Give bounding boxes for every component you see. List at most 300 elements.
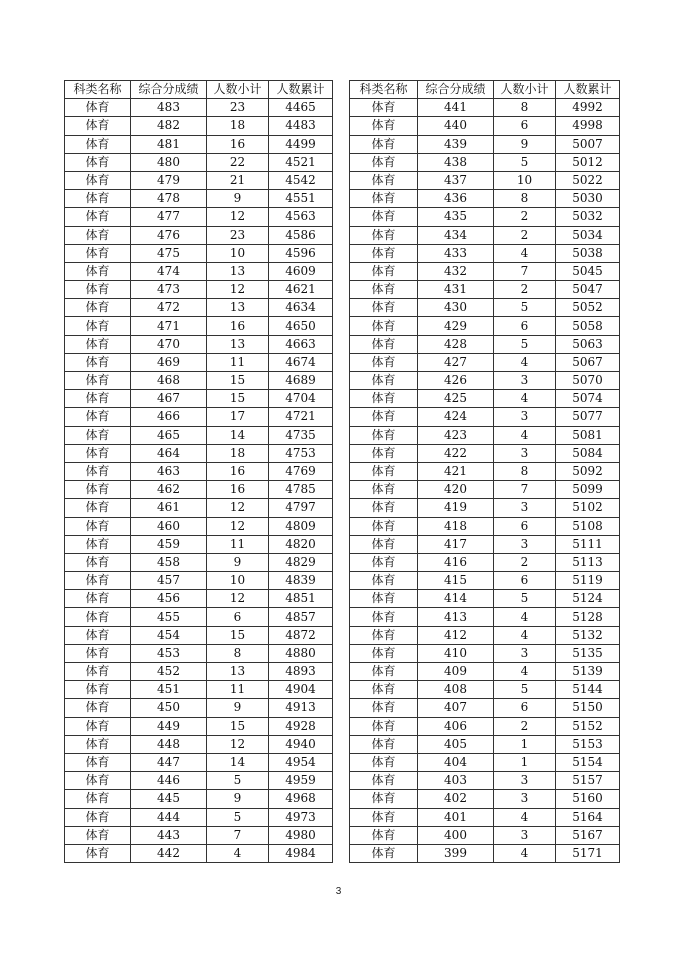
cell-cumulative: 4984 <box>269 844 333 862</box>
cell-category: 体育 <box>65 444 131 462</box>
cell-cumulative: 5171 <box>556 844 620 862</box>
cell-count: 9 <box>207 790 269 808</box>
cell-category: 体育 <box>65 626 131 644</box>
cell-score: 483 <box>131 99 207 117</box>
table-row <box>350 590 620 608</box>
cell-count: 8 <box>207 644 269 662</box>
cell-count: 5 <box>494 681 556 699</box>
cell-score: 475 <box>131 244 207 262</box>
cell-category: 体育 <box>65 663 131 681</box>
table-row <box>65 244 333 262</box>
cell-category: 体育 <box>350 572 418 590</box>
cell-count: 13 <box>207 299 269 317</box>
cell-category: 体育 <box>350 826 418 844</box>
table-row <box>65 117 333 135</box>
cell-score: 458 <box>131 553 207 571</box>
table-row <box>350 608 620 626</box>
cell-count: 12 <box>207 517 269 535</box>
table-row <box>350 208 620 226</box>
cell-score: 414 <box>418 590 494 608</box>
cell-category: 体育 <box>350 517 418 535</box>
cell-score: 447 <box>131 753 207 771</box>
cell-score: 449 <box>131 717 207 735</box>
cell-category: 体育 <box>350 553 418 571</box>
score-table-left <box>64 80 333 863</box>
cell-cumulative: 4820 <box>269 535 333 553</box>
table-row <box>65 626 333 644</box>
cell-count: 6 <box>494 317 556 335</box>
cell-category: 体育 <box>350 117 418 135</box>
cell-cumulative: 5081 <box>556 426 620 444</box>
cell-cumulative: 4551 <box>269 190 333 208</box>
cell-category: 体育 <box>65 499 131 517</box>
cell-score: 435 <box>418 208 494 226</box>
cell-category: 体育 <box>65 353 131 371</box>
cell-cumulative: 4609 <box>269 262 333 280</box>
table-row <box>350 535 620 553</box>
table-row <box>65 517 333 535</box>
cell-category: 体育 <box>350 535 418 553</box>
cell-cumulative: 4992 <box>556 99 620 117</box>
cell-count: 5 <box>207 808 269 826</box>
header-count: 人数小计 <box>207 81 269 99</box>
cell-count: 8 <box>494 190 556 208</box>
table-row <box>65 135 333 153</box>
cell-category: 体育 <box>350 772 418 790</box>
cell-score: 480 <box>131 153 207 171</box>
table-row <box>65 226 333 244</box>
cell-cumulative: 5139 <box>556 663 620 681</box>
cell-score: 440 <box>418 117 494 135</box>
cell-cumulative: 4596 <box>269 244 333 262</box>
cell-cumulative: 5124 <box>556 590 620 608</box>
header-count: 人数小计 <box>494 81 556 99</box>
cell-category: 体育 <box>350 644 418 662</box>
cell-cumulative: 4634 <box>269 299 333 317</box>
cell-count: 7 <box>207 826 269 844</box>
table-row <box>350 190 620 208</box>
cell-cumulative: 4880 <box>269 644 333 662</box>
cell-score: 404 <box>418 753 494 771</box>
table-row <box>65 335 333 353</box>
cell-category: 体育 <box>350 153 418 171</box>
cell-category: 体育 <box>65 335 131 353</box>
cell-score: 438 <box>418 153 494 171</box>
cell-score: 412 <box>418 626 494 644</box>
cell-count: 23 <box>207 226 269 244</box>
cell-cumulative: 4809 <box>269 517 333 535</box>
cell-count: 5 <box>207 772 269 790</box>
cell-count: 16 <box>207 462 269 480</box>
cell-category: 体育 <box>350 790 418 808</box>
cell-count: 15 <box>207 717 269 735</box>
cell-score: 481 <box>131 135 207 153</box>
table-row <box>350 317 620 335</box>
cell-count: 3 <box>494 790 556 808</box>
table-row <box>350 135 620 153</box>
cell-score: 405 <box>418 735 494 753</box>
cell-score: 468 <box>131 372 207 390</box>
cell-score: 406 <box>418 717 494 735</box>
cell-category: 体育 <box>65 244 131 262</box>
cell-category: 体育 <box>350 99 418 117</box>
cell-category: 体育 <box>65 553 131 571</box>
table-row <box>350 444 620 462</box>
table-row <box>65 772 333 790</box>
table-row <box>350 244 620 262</box>
cell-cumulative: 5111 <box>556 535 620 553</box>
cell-score: 470 <box>131 335 207 353</box>
cell-cumulative: 5058 <box>556 317 620 335</box>
cell-count: 13 <box>207 262 269 280</box>
table-row <box>350 717 620 735</box>
cell-count: 4 <box>494 663 556 681</box>
cell-category: 体育 <box>65 317 131 335</box>
cell-category: 体育 <box>65 135 131 153</box>
cell-count: 6 <box>494 517 556 535</box>
cell-category: 体育 <box>65 753 131 771</box>
table-row <box>65 390 333 408</box>
table-row <box>65 153 333 171</box>
table-row <box>65 171 333 189</box>
cell-cumulative: 5045 <box>556 262 620 280</box>
table-row <box>350 699 620 717</box>
cell-cumulative: 5135 <box>556 644 620 662</box>
cell-cumulative: 4940 <box>269 735 333 753</box>
cell-category: 体育 <box>350 190 418 208</box>
table-row <box>65 190 333 208</box>
cell-category: 体育 <box>350 299 418 317</box>
table-row <box>65 372 333 390</box>
cell-score: 462 <box>131 481 207 499</box>
table-row <box>350 572 620 590</box>
table-row <box>65 208 333 226</box>
cell-cumulative: 4621 <box>269 281 333 299</box>
cell-category: 体育 <box>350 226 418 244</box>
cell-score: 442 <box>131 844 207 862</box>
header-category: 科类名称 <box>350 81 418 99</box>
cell-count: 9 <box>207 553 269 571</box>
cell-count: 18 <box>207 444 269 462</box>
cell-category: 体育 <box>350 281 418 299</box>
cell-count: 5 <box>494 590 556 608</box>
cell-cumulative: 5022 <box>556 171 620 189</box>
cell-category: 体育 <box>350 699 418 717</box>
table-row <box>350 426 620 444</box>
cell-category: 体育 <box>65 262 131 280</box>
cell-count: 21 <box>207 171 269 189</box>
cell-count: 16 <box>207 317 269 335</box>
cell-cumulative: 5108 <box>556 517 620 535</box>
cell-score: 431 <box>418 281 494 299</box>
cell-category: 体育 <box>65 735 131 753</box>
table-row <box>65 572 333 590</box>
cell-count: 4 <box>494 608 556 626</box>
cell-cumulative: 5119 <box>556 572 620 590</box>
table-row <box>65 408 333 426</box>
cell-cumulative: 4663 <box>269 335 333 353</box>
table-row <box>350 153 620 171</box>
cell-cumulative: 5153 <box>556 735 620 753</box>
cell-score: 476 <box>131 226 207 244</box>
table-row <box>350 335 620 353</box>
cell-cumulative: 5052 <box>556 299 620 317</box>
cell-count: 18 <box>207 117 269 135</box>
cell-category: 体育 <box>65 826 131 844</box>
cell-category: 体育 <box>65 462 131 480</box>
cell-score: 439 <box>418 135 494 153</box>
cell-score: 466 <box>131 408 207 426</box>
cell-cumulative: 4904 <box>269 681 333 699</box>
cell-count: 6 <box>494 699 556 717</box>
cell-cumulative: 4753 <box>269 444 333 462</box>
cell-category: 体育 <box>65 808 131 826</box>
cell-score: 477 <box>131 208 207 226</box>
cell-count: 1 <box>494 735 556 753</box>
cell-score: 430 <box>418 299 494 317</box>
table-body-right <box>350 99 620 863</box>
cell-score: 465 <box>131 426 207 444</box>
table-row <box>65 281 333 299</box>
cell-count: 13 <box>207 335 269 353</box>
table-row <box>65 753 333 771</box>
cell-category: 体育 <box>65 117 131 135</box>
cell-count: 7 <box>494 481 556 499</box>
cell-count: 12 <box>207 735 269 753</box>
cell-score: 482 <box>131 117 207 135</box>
cell-count: 4 <box>494 844 556 862</box>
cell-category: 体育 <box>65 226 131 244</box>
cell-cumulative: 5152 <box>556 717 620 735</box>
cell-score: 421 <box>418 462 494 480</box>
cell-category: 体育 <box>350 408 418 426</box>
cell-score: 448 <box>131 735 207 753</box>
cell-category: 体育 <box>350 444 418 462</box>
cell-score: 445 <box>131 790 207 808</box>
table-row <box>350 390 620 408</box>
cell-count: 10 <box>207 572 269 590</box>
cell-count: 5 <box>494 153 556 171</box>
cell-category: 体育 <box>350 135 418 153</box>
cell-cumulative: 4998 <box>556 117 620 135</box>
cell-score: 424 <box>418 408 494 426</box>
cell-count: 10 <box>494 171 556 189</box>
table-row <box>65 262 333 280</box>
cell-category: 体育 <box>350 717 418 735</box>
cell-score: 474 <box>131 262 207 280</box>
cell-count: 12 <box>207 208 269 226</box>
cell-score: 415 <box>418 572 494 590</box>
cell-category: 体育 <box>65 790 131 808</box>
score-table-right <box>349 80 620 863</box>
cell-cumulative: 5160 <box>556 790 620 808</box>
cell-count: 9 <box>494 135 556 153</box>
cell-count: 17 <box>207 408 269 426</box>
cell-cumulative: 4797 <box>269 499 333 517</box>
table-row <box>350 844 620 862</box>
cell-cumulative: 5102 <box>556 499 620 517</box>
cell-count: 5 <box>494 335 556 353</box>
table-row <box>65 353 333 371</box>
table-row <box>350 99 620 117</box>
cell-score: 436 <box>418 190 494 208</box>
cell-score: 416 <box>418 553 494 571</box>
cell-category: 体育 <box>350 590 418 608</box>
cell-score: 451 <box>131 681 207 699</box>
table-row <box>350 281 620 299</box>
cell-cumulative: 5047 <box>556 281 620 299</box>
cell-count: 2 <box>494 717 556 735</box>
table-row <box>65 553 333 571</box>
cell-count: 3 <box>494 408 556 426</box>
table-row <box>65 317 333 335</box>
table-row <box>350 808 620 826</box>
table-row <box>65 790 333 808</box>
cell-score: 434 <box>418 226 494 244</box>
cell-cumulative: 5077 <box>556 408 620 426</box>
header-category: 科类名称 <box>65 81 131 99</box>
table-header-row <box>350 81 620 99</box>
cell-count: 15 <box>207 390 269 408</box>
cell-count: 4 <box>494 353 556 371</box>
cell-cumulative: 5063 <box>556 335 620 353</box>
cell-score: 413 <box>418 608 494 626</box>
cell-score: 422 <box>418 444 494 462</box>
cell-count: 12 <box>207 590 269 608</box>
cell-category: 体育 <box>350 262 418 280</box>
cell-score: 409 <box>418 663 494 681</box>
cell-cumulative: 5012 <box>556 153 620 171</box>
table-row <box>350 353 620 371</box>
cell-cumulative: 4689 <box>269 372 333 390</box>
cell-score: 403 <box>418 772 494 790</box>
cell-score: 452 <box>131 663 207 681</box>
table-row <box>65 681 333 699</box>
cell-category: 体育 <box>65 299 131 317</box>
table-row <box>350 735 620 753</box>
cell-category: 体育 <box>350 663 418 681</box>
cell-score: 443 <box>131 826 207 844</box>
cell-count: 2 <box>494 226 556 244</box>
cell-count: 3 <box>494 444 556 462</box>
cell-count: 3 <box>494 372 556 390</box>
cell-cumulative: 4785 <box>269 481 333 499</box>
cell-cumulative: 5157 <box>556 772 620 790</box>
header-cumulative: 人数累计 <box>269 81 333 99</box>
cell-count: 11 <box>207 681 269 699</box>
cell-cumulative: 4954 <box>269 753 333 771</box>
table-body-left <box>65 99 333 863</box>
cell-score: 429 <box>418 317 494 335</box>
cell-count: 3 <box>494 826 556 844</box>
cell-cumulative: 4928 <box>269 717 333 735</box>
cell-cumulative: 4959 <box>269 772 333 790</box>
cell-category: 体育 <box>65 517 131 535</box>
cell-count: 10 <box>207 244 269 262</box>
cell-score: 433 <box>418 244 494 262</box>
cell-cumulative: 5067 <box>556 353 620 371</box>
table-row <box>350 299 620 317</box>
table-row <box>350 499 620 517</box>
cell-count: 2 <box>494 281 556 299</box>
cell-count: 3 <box>494 499 556 517</box>
cell-count: 4 <box>207 844 269 862</box>
cell-category: 体育 <box>350 426 418 444</box>
cell-score: 423 <box>418 426 494 444</box>
cell-category: 体育 <box>350 353 418 371</box>
cell-count: 4 <box>494 244 556 262</box>
cell-count: 4 <box>494 626 556 644</box>
cell-count: 4 <box>494 426 556 444</box>
cell-count: 2 <box>494 553 556 571</box>
cell-category: 体育 <box>65 153 131 171</box>
cell-category: 体育 <box>350 608 418 626</box>
cell-count: 4 <box>494 390 556 408</box>
cell-category: 体育 <box>65 608 131 626</box>
cell-count: 9 <box>207 190 269 208</box>
cell-cumulative: 4893 <box>269 663 333 681</box>
cell-count: 16 <box>207 481 269 499</box>
cell-category: 体育 <box>350 390 418 408</box>
cell-score: 460 <box>131 517 207 535</box>
cell-category: 体育 <box>65 408 131 426</box>
cell-score: 408 <box>418 681 494 699</box>
cell-category: 体育 <box>350 481 418 499</box>
cell-score: 417 <box>418 535 494 553</box>
cell-count: 9 <box>207 699 269 717</box>
cell-score: 407 <box>418 699 494 717</box>
table-row <box>65 462 333 480</box>
cell-category: 体育 <box>350 208 418 226</box>
cell-score: 454 <box>131 626 207 644</box>
cell-score: 410 <box>418 644 494 662</box>
cell-score: 469 <box>131 353 207 371</box>
table-row <box>350 408 620 426</box>
cell-cumulative: 4483 <box>269 117 333 135</box>
table-row <box>350 262 620 280</box>
table-row <box>350 226 620 244</box>
cell-score: 437 <box>418 171 494 189</box>
table-row <box>65 499 333 517</box>
cell-count: 15 <box>207 626 269 644</box>
cell-category: 体育 <box>350 171 418 189</box>
cell-count: 12 <box>207 281 269 299</box>
header-score: 综合分成绩 <box>418 81 494 99</box>
cell-cumulative: 4829 <box>269 553 333 571</box>
cell-cumulative: 4913 <box>269 699 333 717</box>
cell-cumulative: 5038 <box>556 244 620 262</box>
cell-count: 7 <box>494 262 556 280</box>
cell-cumulative: 5150 <box>556 699 620 717</box>
cell-cumulative: 5099 <box>556 481 620 499</box>
cell-cumulative: 4973 <box>269 808 333 826</box>
table-row <box>65 426 333 444</box>
cell-category: 体育 <box>65 681 131 699</box>
cell-cumulative: 4769 <box>269 462 333 480</box>
table-row <box>65 735 333 753</box>
table-row <box>65 590 333 608</box>
table-row <box>350 553 620 571</box>
cell-score: 425 <box>418 390 494 408</box>
cell-score: 467 <box>131 390 207 408</box>
cell-count: 14 <box>207 753 269 771</box>
cell-count: 13 <box>207 663 269 681</box>
table-row <box>350 663 620 681</box>
cell-score: 471 <box>131 317 207 335</box>
cell-score: 459 <box>131 535 207 553</box>
cell-category: 体育 <box>350 626 418 644</box>
cell-count: 14 <box>207 426 269 444</box>
